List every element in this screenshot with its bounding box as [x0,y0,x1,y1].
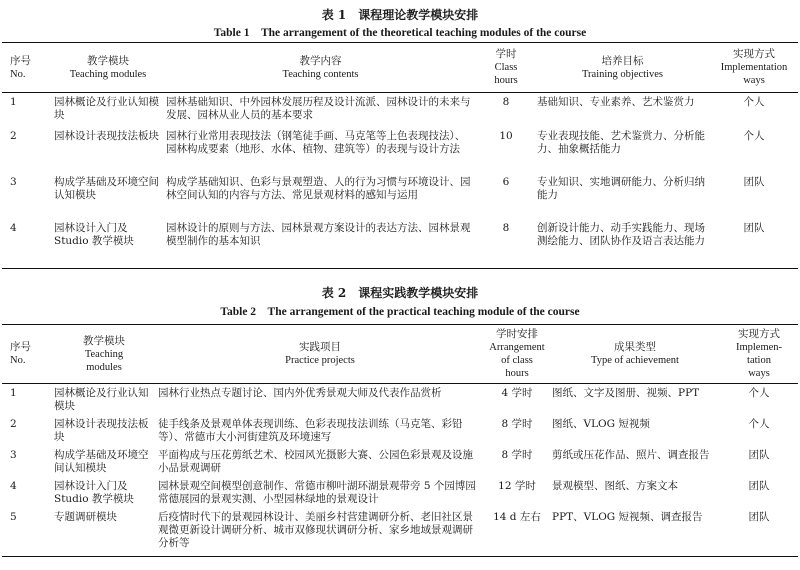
table1-caption-en: Table 1 The arrangement of the theoretical teaching modules of the course [213,27,587,39]
row-hours: 6 [502,175,510,188]
row-module: 园林概论及行业认知模块 [54,96,159,121]
row-no: 5 [10,511,17,523]
row-mode: 团队 [748,511,770,523]
table2-row [2,446,798,477]
row-no: 3 [10,449,17,461]
table1-header-content: 教学内容 Teaching contents [282,54,359,80]
row-module: 园林设计入门及Studio 教学模块 [54,221,134,247]
row-project: 园林行业热点专题讨论、国内外优秀景观大师及代表作品赏析 [158,387,442,399]
table1-row [2,219,798,269]
table1-header-goal: 培养目标 Training objectives [582,54,663,80]
table1-row [2,127,798,173]
row-mode: 个人 [748,418,770,430]
table2-header-no: 序号 No. [10,341,31,366]
row-module: 园林设计表现技法板块 [54,129,159,142]
table2-header-mode: 实现方式 Implemen- tation ways [735,328,783,379]
table1-header-module: 教学模块 Teaching modules [69,54,147,80]
row-goal: 创新设计能力、动手实践能力、现场测绘能力、团队协作及语言表达能力 [537,221,705,247]
table1-header-row [2,43,798,93]
row-mode: 个人 [748,387,770,399]
row-project: 平面构成与压花剪纸艺术、校园风光摄影大赛、公园色彩景观及设施小品景观调研 [158,449,473,474]
table2-header-hours: 学时安排 Arrangement of class hours [489,328,545,379]
row-hours: 8 学时 [501,418,533,430]
row-hours: 8 学时 [501,449,533,461]
row-hours: 14 d 左右 [493,511,541,523]
row-module: 专题调研模块 [54,511,117,523]
row-content: 园林行业常用表现技法（钢笔徒手画、马克笔等上色表现技法）、园林构成要素（地形、水体、植物、建筑等）的表现与设计方法 [166,129,466,155]
row-goal: 基础知识、专业素养、艺术鉴赏力 [537,96,695,108]
row-hours: 12 学时 [498,480,536,492]
row-module: 园林设计入门及Studio 教学模块 [54,480,134,505]
row-goal: 专业表现技能、艺术鉴赏力、分析能力、抽象概括能力 [537,129,705,155]
row-module: 构成学基础及环境空间认知模块 [54,175,159,201]
row-module: 园林概论及行业认知模块 [54,387,149,412]
table2-header-type: 成果类型 Type of achievement [591,341,679,366]
row-mode: 团队 [748,449,770,461]
row-no: 4 [10,221,17,234]
row-mode: 团队 [748,480,770,492]
table2-row [2,415,798,446]
row-no: 3 [10,175,17,188]
row-content: 构成学基础知识、色彩与景观塑造、人的行为习惯与环境设计、园林空间认知的内容与方法、常见景观材料的感知与运用 [166,175,471,201]
row-no: 2 [10,129,17,142]
table2-caption-cn: 表 2 课程实践教学模块安排 [321,286,479,300]
table1-row [2,93,798,127]
row-type: 图纸、文字及图册、视频、PPT [552,387,700,399]
row-content: 园林基础知识、中外园林发展历程及设计流派、园林设计的未来与发展、园林从业人员的基本要求 [166,96,471,121]
row-hours: 10 [499,129,513,142]
row-project: 园林景观空间模型创意制作、常德市柳叶湖环湖景观带旁 5 个园博园常德展园的景观实测、小型园林绿地的景观设计 [158,480,476,505]
table2-row [2,384,798,416]
row-mode: 团队 [743,175,765,188]
table2-header-project: 实践项目 Practice projects [285,341,355,366]
row-project: 徒手线条及景观单体表现训练、色彩表现技法训练（马克笔、彩铅等）、常德市大小河街建筑及环境速写 [158,418,463,443]
row-type: PPT、VLOG 短视频、调查报告 [552,511,703,523]
row-mode: 个人 [743,96,765,108]
table2-header-module: 教学模块 Teaching modules [83,334,125,373]
table1-caption-cn: 表 1 课程理论教学模块安排 [321,8,479,22]
table2 [2,324,798,557]
table1-header-hours: 学时 Class hours [494,48,518,86]
row-no: 1 [10,96,17,108]
table2-header-row [2,325,798,384]
table1-row [2,173,798,219]
row-hours: 4 学时 [501,387,533,399]
row-no: 4 [10,480,17,492]
row-no: 2 [10,418,17,430]
table2-row [2,508,798,556]
row-goal: 专业知识、实地调研能力、分析归纳能力 [537,175,705,201]
row-type: 景观模型、图纸、方案文本 [552,480,678,492]
row-module: 构成学基础及环境空间认知模块 [54,449,149,474]
table1 [2,42,798,269]
row-hours: 8 [502,96,510,108]
row-project: 后疫情时代下的景观园林设计、美丽乡村营建调研分析、老旧社区景观微更新设计调研分析、城市双修现状调研分析、家乡地域景观调研分析等 [158,511,473,549]
row-type: 图纸、VLOG 短视频 [552,418,650,430]
row-no: 1 [10,387,17,399]
row-mode: 团队 [743,221,765,234]
table1-header-no: 序号 No. [10,54,31,80]
table1-header-mode: 实现方式 Implementation ways [720,48,788,86]
row-module: 园林设计表现技法板块 [54,418,149,443]
row-mode: 个人 [743,129,765,142]
row-hours: 8 [502,221,510,234]
row-content: 园林设计的原则与方法、园林景观方案设计的表达方法、园林景观模型制作的基本知识 [166,221,471,247]
table2-caption-en: Table 2 The arrangement of the practical teaching module of the course [220,306,580,318]
row-type: 剪纸或压花作品、照片、调查报告 [552,449,710,461]
table2-row [2,477,798,508]
